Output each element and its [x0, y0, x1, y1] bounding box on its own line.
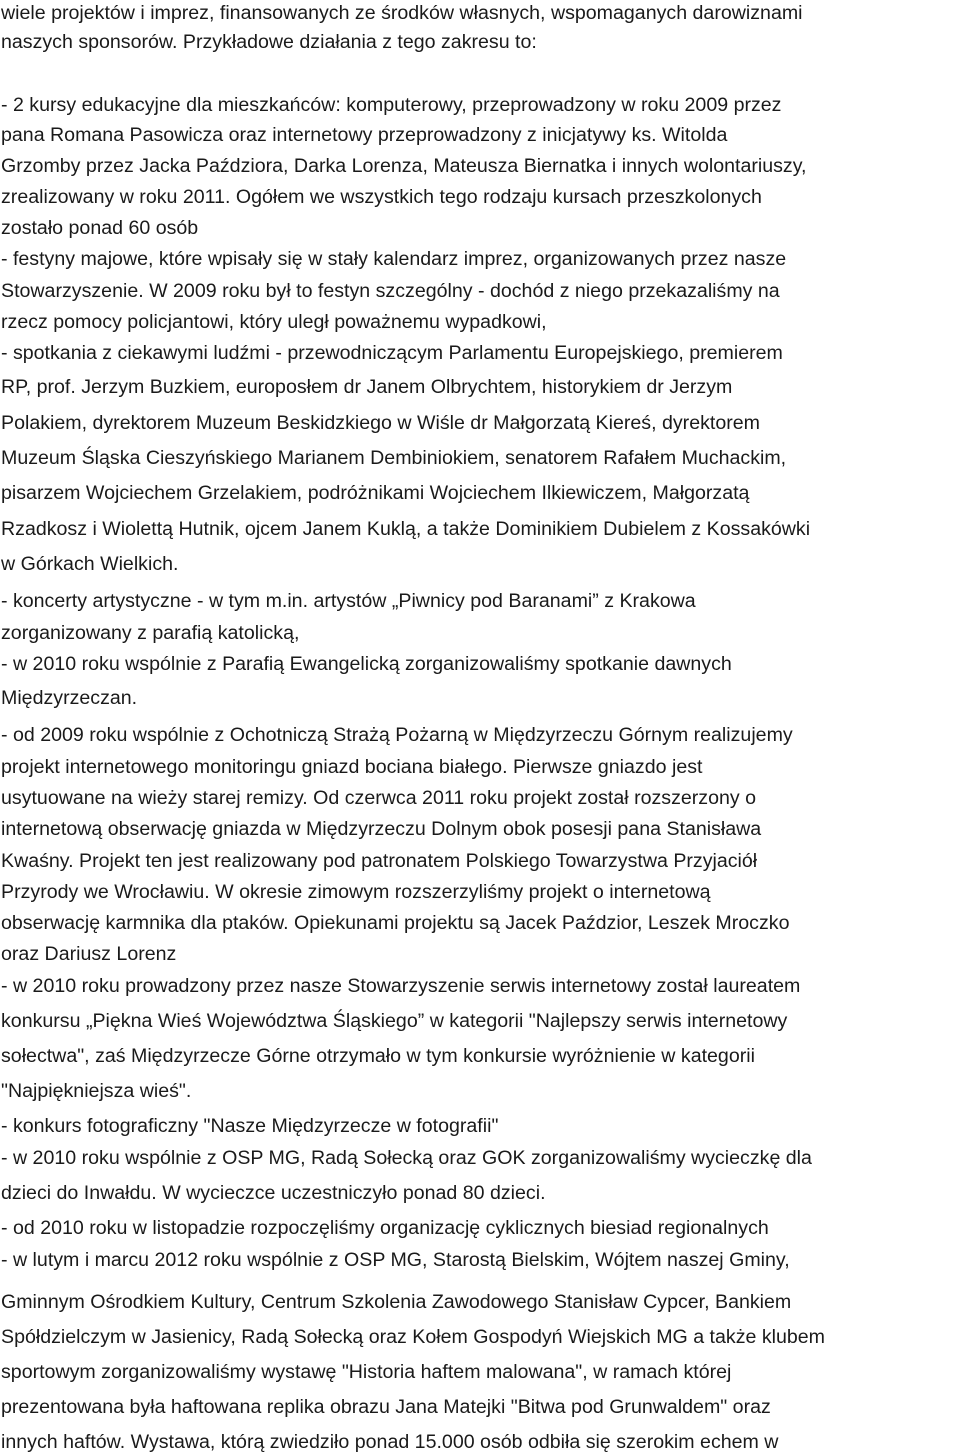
text-line: Stowarzyszenie. W 2009 roku był to festyn szczególny - dochód z niego przekazaliśmy na — [1, 280, 780, 302]
text-line: prezentowana była haftowana replika obrazu Jana Matejki "Bitwa pod Grunwaldem" oraz — [1, 1396, 771, 1418]
text-line: innych haftów. Wystawa, którą zwiedziło ponad 15.000 osób odbiła się szerokim echem w — [1, 1431, 779, 1453]
text-line: - od 2009 roku wspólnie z Ochotniczą Strażą Pożarną w Międzyrzeczu Górnym realizujemy — [1, 724, 793, 746]
text-line: obserwację karmnika dla ptaków. Opiekunami projektu są Jacek Paździor, Leszek Mroczko — [1, 912, 790, 934]
text-line: - w 2010 roku wspólnie z OSP MG, Radą Sołecką oraz GOK zorganizowaliśmy wycieczkę dla — [1, 1147, 812, 1169]
text-line: wiele projektów i imprez, finansowanych ze środków własnych, wspomaganych darowiznami — [1, 2, 803, 24]
text-line: - konkurs fotograficzny "Nasze Międzyrzecze w fotografii" — [1, 1115, 499, 1137]
text-line: RP, prof. Jerzym Buzkiem, europosłem dr Janem Olbrychtem, historykiem dr Jerzym — [1, 376, 733, 398]
text-line: Przyrody we Wrocławiu. W okresie zimowym rozszerzyliśmy projekt o internetową — [1, 881, 711, 903]
text-line: Spółdzielczym w Jasienicy, Radą Sołecką oraz Kołem Gospodyń Wiejskich MG a także klubem — [1, 1326, 825, 1348]
text-line: Grzomby przez Jacka Paździora, Darka Lorenza, Mateusza Biernatka i innych wolontariuszy, — [1, 155, 807, 177]
text-line: konkursu „Piękna Wieś Województwa Śląskiego” w kategorii "Najlepszy serwis internetowy — [1, 1010, 788, 1032]
text-line: Gminnym Ośrodkiem Kultury, Centrum Szkolenia Zawodowego Stanisław Cypcer, Bankiem — [1, 1291, 792, 1313]
text-line: - w 2010 roku wspólnie z Parafią Ewangelicką zorganizowaliśmy spotkanie dawnych — [1, 653, 732, 675]
text-line: dzieci do Inwałdu. W wycieczce uczestniczyło ponad 80 dzieci. — [1, 1182, 546, 1204]
text-line: Międzyrzeczan. — [1, 687, 138, 709]
text-line: - 2 kursy edukacyjne dla mieszkańców: komputerowy, przeprowadzony w roku 2009 przez — [1, 94, 782, 116]
text-line: internetową obserwację gniazda w Międzyrzeczu Dolnym obok posesji pana Stanisława — [1, 818, 762, 840]
text-line: rzecz pomocy policjantowi, który uległ poważnemu wypadkowi, — [1, 311, 547, 333]
text-line: - festyny majowe, które wpisały się w stały kalendarz imprez, organizowanych przez nasze — [1, 248, 787, 270]
text-line: naszych sponsorów. Przykładowe działania z tego zakresu to: — [1, 31, 537, 53]
text-line: Muzeum Śląska Cieszyńskiego Marianem Dembiniokiem, senatorem Rafałem Muchackim, — [1, 447, 787, 469]
text-line: pana Romana Pasowicza oraz internetowy przeprowadzony z inicjatywy ks. Witolda — [1, 124, 728, 146]
text-line: "Najpiękniejsza wieś". — [1, 1080, 192, 1102]
text-line: projekt internetowego monitoringu gniazd bociana białego. Pierwsze gniazdo jest — [1, 756, 703, 778]
text-line: - koncerty artystyczne - w tym m.in. artystów „Piwnicy pod Baranami” z Krakowa — [1, 590, 696, 612]
text-line: pisarzem Wojciechem Grzelakiem, podróżnikami Wojciechem Ilkiewiczem, Małgorzatą — [1, 482, 750, 504]
text-line: - spotkania z ciekawymi ludźmi - przewodniczącym Parlamentu Europejskiego, premierem — [1, 342, 783, 364]
text-line: zrealizowany w roku 2011. Ogółem we wszystkich tego rodzaju kursach przeszkolonych — [1, 186, 762, 208]
text-line: - w 2010 roku prowadzony przez nasze Stowarzyszenie serwis internetowy został laureatem — [1, 975, 801, 997]
text-line: zorganizowany z parafią katolicką, — [1, 622, 300, 644]
text-line: sołectwa", zaś Międzyrzecze Górne otrzymało w tym konkursie wyróżnienie w kategorii — [1, 1045, 755, 1067]
text-line: - od 2010 roku w listopadzie rozpoczęliśmy organizację cyklicznych biesiad regionalnych — [1, 1217, 769, 1239]
text-line: Kwaśny. Projekt ten jest realizowany pod patronatem Polskiego Towarzystwa Przyjaciół — [1, 850, 758, 872]
text-line: zostało ponad 60 osób — [1, 217, 199, 239]
text-line: - w lutym i marcu 2012 roku wspólnie z OSP MG, Starostą Bielskim, Wójtem naszej Gminy, — [1, 1249, 790, 1271]
text-line: Rzadkosz i Wiolettą Hutnik, ojcem Janem Kuklą, a także Dominikiem Dubielem z Kossakówki — [1, 518, 811, 540]
text-line: w Górkach Wielkich. — [1, 553, 179, 575]
text-line: Polakiem, dyrektorem Muzeum Beskidzkiego w Wiśle dr Małgorzatą Kiereś, dyrektorem — [1, 412, 760, 434]
text-line: sportowym zorganizowaliśmy wystawę "Historia haftem malowana", w ramach której — [1, 1361, 732, 1383]
text-line: oraz Dariusz Lorenz — [1, 943, 177, 965]
text-line: usytuowane na wieży starej remizy. Od czerwca 2011 roku projekt został rozszerzony o — [1, 787, 757, 809]
